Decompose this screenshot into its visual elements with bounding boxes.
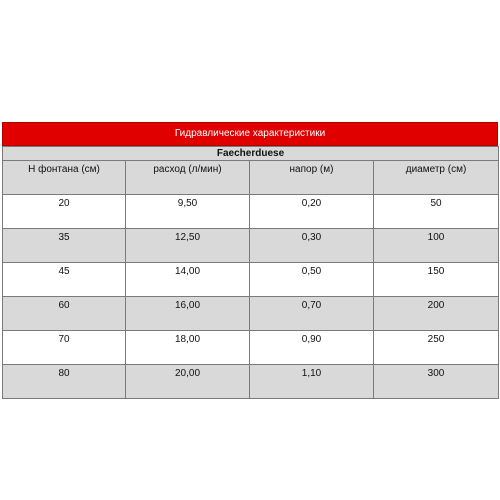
cell-flow: 9,50 (126, 195, 250, 229)
cell-flow: 14,00 (126, 263, 250, 297)
cell-diameter: 150 (374, 263, 499, 297)
cell-flow: 16,00 (126, 297, 250, 331)
cell-flow: 18,00 (126, 331, 250, 365)
cell-head: 0,50 (250, 263, 374, 297)
cell-height: 80 (3, 365, 126, 399)
table-title: Гидравлические характеристики (2, 122, 498, 146)
cell-height: 45 (3, 263, 126, 297)
cell-height: 60 (3, 297, 126, 331)
cell-head: 0,30 (250, 229, 374, 263)
header-row (3, 161, 499, 195)
cell-diameter: 100 (374, 229, 499, 263)
column-header: диаметр (см) (374, 161, 499, 195)
cell-diameter: 200 (374, 297, 499, 331)
cell-diameter: 250 (374, 331, 499, 365)
column-header: H фонтана (см) (3, 161, 126, 195)
column-header: расход (л/мин) (126, 161, 250, 195)
model-name: Faecherduese (3, 147, 499, 161)
cell-head: 0,90 (250, 331, 374, 365)
cell-diameter: 50 (374, 195, 499, 229)
spec-sheet (2, 122, 498, 399)
model-row (3, 147, 499, 161)
table-row (3, 297, 499, 331)
cell-head: 0,70 (250, 297, 374, 331)
cell-flow: 20,00 (126, 365, 250, 399)
table-row (3, 331, 499, 365)
table-row (3, 263, 499, 297)
cell-height: 70 (3, 331, 126, 365)
cell-flow: 12,50 (126, 229, 250, 263)
table-row (3, 195, 499, 229)
cell-height: 35 (3, 229, 126, 263)
cell-diameter: 300 (374, 365, 499, 399)
table-row (3, 229, 499, 263)
table-row (3, 365, 499, 399)
hydraulic-table (2, 146, 499, 399)
cell-height: 20 (3, 195, 126, 229)
column-header: напор (м) (250, 161, 374, 195)
cell-head: 1,10 (250, 365, 374, 399)
cell-head: 0,20 (250, 195, 374, 229)
